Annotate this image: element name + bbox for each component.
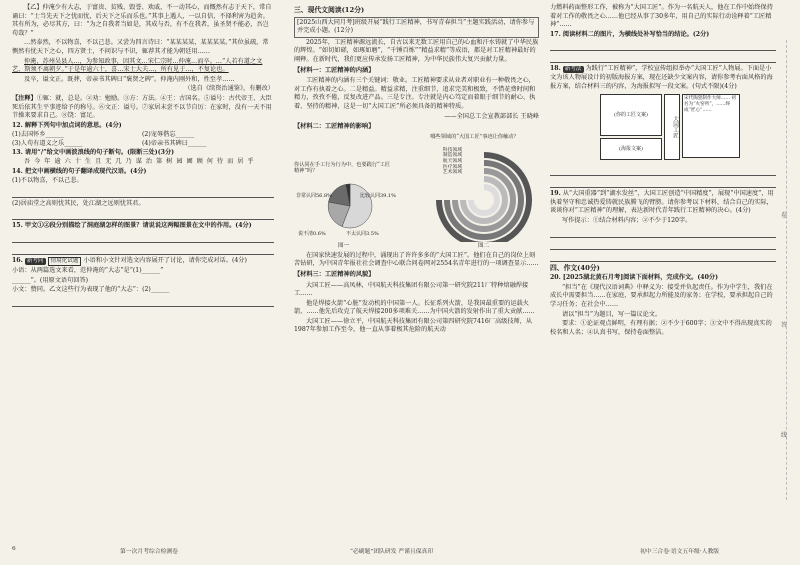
q16-dialog: 小语：从两篇选文来看，范仲淹的“大志”是“(1)______”	[12, 267, 164, 275]
question-16-number: 16.	[12, 257, 23, 265]
scenario-badge: 情境化试题	[48, 257, 82, 266]
ring-legend	[428, 148, 462, 176]
q20-material: “担当”在《现代汉语词典》中释义为：接受并负起责任。作为中学生，我们在成长中需要担当……在家庭，要承担起力所能及的家务；在学校，要承担起自己的学习任务；在社会中……	[550, 283, 773, 308]
answer-line[interactable]	[12, 245, 274, 255]
q16-dialog: 小文：赞同。乙文这些行为表现了他的“大志”：(2)______	[12, 286, 170, 294]
material-1-text: 工匠精神的内涵有三个关键词：敬业。工匠精神要求从业者对职业有一种敬畏之心，对工作有执着之心。二是精益。精益求精，注重细节，追求完美和极致，不惜花费时间和精力，孜孜不倦，反复改进产品。三是专注。专注就是内心笃定而着眼于细节的耐心、执着、坚持的精神，这是一切“大国工匠”所必须具备的精神特质。	[294, 77, 536, 110]
question-20-title: 20. [2025湖北黄石月考]阅读下面材料，完成作文。(40分)	[550, 274, 719, 282]
pie-caption: 你认同在手工行为行为中，也要践行“工匠精神”吗？	[294, 161, 391, 175]
ring-legend-item: 制造领域	[442, 153, 462, 159]
q14-item: (2)居庙堂之高则忧其民，处江湖之远则忧其君。	[12, 199, 145, 207]
column-left	[12, 4, 274, 309]
q18-text: 为践行“工匠精神”，学校宣传组拟举办“大国工匠”人物展。下面是小文为该人物展设计的初版海报方案，现在还缺少文案内容，请你参考右面风格的海报方案，结合材料三的内容，为海报拟写一段文案。(句式不限)(4分)	[550, 65, 773, 90]
answer-line[interactable]	[550, 240, 776, 250]
footer-middle: “必刷题”团队研发 严谨且保真印	[350, 549, 434, 555]
material-3-paragraph: 大国工匠——高凤林，中国航天科技集团有限公司第一研究院211厂特种熔融焊接工……	[294, 281, 529, 298]
poster-copy-placeholder: (你的工匠文案)	[614, 111, 648, 118]
passage-paragraph: …然泰然，不以物喜，不以己悲。又尝为四言诗曰：“某某某某，某某某某。”其位虽疏，常恻然有忧天下之心，四方贤士，不问识与不识，辄荐其才能为朝廷用……	[12, 39, 269, 55]
poster-title: 大国工匠	[672, 115, 678, 139]
q12-item: (4)帝亲书其碑曰______	[142, 139, 207, 147]
activity-intro: [2025山西大同月考]班级开展“践行工匠精神，书写青春担当”主题实践活动，请你参与并完成小题。(12分)	[294, 17, 539, 38]
answer-line[interactable]	[550, 228, 776, 238]
poster-title-strip	[664, 94, 680, 160]
q16-text: 小语和小文针对选文内容展开了讨论，请你完成对话。(4分)	[83, 257, 247, 265]
ring-series	[471, 187, 497, 213]
material-3-paragraph: 他是焊接火箭“心脏”发动机的中国第一人。长征系列火箭，是我国最重要的运载火箭，……他先后攻克了航天焊接200多项难关……为中国火箭的发射作出了重大贡献……	[294, 299, 535, 316]
q19-text: 从“大国重器”到“湖水发丝”，大国工匠创造“中国精度”，展现“中国速度”，用执着坚守和忠诚热爱铸就民族腾飞的臂膀。请你参考以下材料，结合自己的实际，谈谈你对“工匠精神”的理解，表达新时代青年践行工匠精神的决心。(4分)	[550, 190, 774, 215]
ring-legend-item: 艺术领域	[442, 170, 462, 176]
q16-dialog: ______”。(用原文语句回答)	[12, 276, 89, 284]
passage-source: （选自《续资治通鉴》，有删改）	[184, 85, 274, 93]
figure-1-label: 图一	[338, 242, 350, 249]
answer-line[interactable]	[550, 166, 776, 176]
new-method-badge: 新考法	[564, 66, 582, 73]
new-direction-badge: 新考向	[26, 258, 44, 265]
passage-paragraph: 【乙】仲淹少有大志，于富贵、贫贱、毁誉、欢戚，不一动其心，而慨然有志于天下，常自诵曰：“士当先天下之忧而忧，后天下之乐而乐也。”其事上遇人，一以自信，不择利害为趋舍。其有所为，必尽其方，曰：“为之自我者当如是，其成与否，有不在我者，虽圣贤不能必，吾岂苟哉？”	[12, 4, 272, 37]
answer-line[interactable]	[12, 297, 274, 307]
pie-label: 说不清0.6%	[298, 230, 326, 237]
material-2-figures	[294, 134, 539, 252]
material-3-paragraph: 大国工匠——徐立平，中国航天科技集团有限公司第四研究院7416厂高级技师，从1987年参加工作至今，他一直从事着极其危险的航天动	[294, 317, 533, 334]
answer-line[interactable]	[12, 233, 274, 243]
question-12-title: 12. 解释下列句中加点词的意思。(4分)	[12, 121, 122, 129]
pie-label: 不太认同3.5%	[346, 230, 379, 237]
question-15-title: 15. 甲文①②段分别描绘了洞庭湖怎样的图景？请说说这两幅图景在文中的作用。(4分)	[12, 222, 252, 230]
q20-prompt: 请以“担当”为题目，写一篇议论文。	[562, 310, 662, 318]
pie-chart	[300, 178, 400, 238]
answer-line[interactable]	[550, 178, 776, 188]
material-3-title: 【材料三：工匠精神的风貌】	[294, 270, 375, 278]
poster-sample-text	[682, 94, 740, 158]
answer-line[interactable]	[12, 188, 274, 198]
binding-label: 答	[781, 322, 788, 329]
material-3-continued: 力燃料药面整形工作，被称为“大国工匠”。作为一名航天人，他在工作中始终保持着对工作的敬畏之心……他已经从事了30多年，用自己的实际行动诠释着“工匠精神”……	[550, 4, 773, 29]
donut-caption: 哪些领域的“大国工匠”事迹让你触动？	[430, 133, 519, 140]
passage-paragraph: 仲淹，苏州吴县人…，为参知政事，因其文…宋仁宗时…仲淹…而卒。…“人若有道之文艺，斯须不离朝夕。”于是年逾六十，喜…宋士大夫…，所有见于…，不复论也。	[12, 57, 263, 74]
section-3-heading: 三、现代文阅读(12分)	[294, 6, 365, 14]
q19-hint: 写作提示：①结合材料内容；②不少于120字。	[562, 216, 692, 224]
poster-copy-box[interactable]	[600, 94, 662, 136]
note-label: 【注释】	[12, 94, 37, 102]
ring-legend-item: 科技领域	[442, 147, 462, 153]
answer-line[interactable]	[550, 53, 776, 63]
poster-bottom-box	[600, 138, 662, 160]
figure-2-label: 图二	[478, 242, 490, 249]
material-1-title: 【材料一：工匠精神的内涵】	[294, 66, 375, 74]
q12-item: (3)人苟有道义之乐______	[12, 139, 83, 147]
question-17-title: 17. 阅读材料二的图片，为横线处补写恰当的结论。(2分)	[550, 30, 710, 38]
pie-label: 比较认同39.1%	[360, 192, 396, 199]
pie-label: 非常认同56.8%	[296, 192, 332, 199]
q13-sentence: 吾 今 年 逾 六 十 生 且 无 几 乃 谋 治 第 树 园 圃 顾 何 待 而 居 乎	[24, 158, 255, 166]
footer-left: 第一次月考综合检测卷	[120, 549, 178, 555]
column-right	[550, 4, 776, 338]
material-1-source: ——全国总工会宣教部部长 王晓峰	[444, 112, 539, 120]
poster-bottom-label: (海报文案)	[619, 145, 643, 152]
q12-item: (2)宠辱偕忘______	[142, 131, 195, 139]
question-19-number: 19.	[550, 190, 561, 198]
poster-area	[550, 92, 776, 164]
binding-label: 线	[781, 432, 788, 439]
question-18-number: 18.	[550, 65, 561, 73]
poster-sample-copy: 宋代陶瓷制作大师…… 初名为“火窑所”，……终成“匠心”……	[684, 96, 736, 113]
section-4-heading: 四、作文(40分)	[550, 263, 600, 272]
answer-line[interactable]	[12, 210, 274, 220]
ring-legend-item: 航天领域	[442, 158, 462, 164]
ring-legend-item: 医疗领域	[442, 164, 462, 170]
q20-requirements: 要求：①论证观点鲜明，有理有据；②不少于600字；③文中不得出现真实的校名和人名；④认真书写，保持卷面整洁。	[550, 320, 772, 336]
material-2-text: 在国家快速发展的过程中，涌现出了许许多多的“大国工匠”。他们在自己的岗位上刻苦钻研，为中国青年报社社会调查中心联合问卷网对2554名青年进行的一项调查显示……	[294, 251, 539, 268]
footer-right: 初中三合卷·语文五年级·人教版	[640, 549, 720, 555]
column-middle	[294, 4, 539, 336]
binding-label: 卷	[781, 212, 788, 219]
passage-paragraph: 2025年，工匠精神源远流长，自古以来无数工匠用自己的心血和汗水铸就了中华民族的辉煌。“如切如磋，如琢如磨”，“千锤百炼”“精益求精”等成语，都是对工匠精神最好的阐释。在新时代，我们更应传承发扬工匠精神，为中华民族伟大复兴贡献力量。	[294, 38, 539, 63]
answer-line[interactable]	[550, 41, 776, 51]
material-2-title: 【材料二：工匠精神的影响】	[294, 123, 375, 131]
note-text: ①辄：就，总是。②劝：勉励。③方：方法。④王：古国名。⑤谥号：古代帝王、大臣死后依其生平事迹给予的称号。⑥文正：谥号。⑦家居未尝不以节自厉：在家时，没有一天不用节操来要求自己。⑧饶：富足。	[12, 94, 272, 120]
answer-line[interactable]	[550, 252, 776, 262]
page-number: 6	[12, 546, 16, 552]
passage-paragraph: 及卒，谥文正。既葬，帝亲书其碑曰“褒贤之碑”。仲淹内刚外和，性至孝……	[24, 75, 235, 83]
question-13-title: 13. 请用“/”给文中画波浪线的句子断句。(限断三处)(3分)	[12, 148, 175, 156]
question-14-title: 14. 把文中画横线的句子翻译成现代汉语。(4分)	[12, 167, 147, 175]
q14-item: (1)不以物喜，不以己悲。	[12, 177, 83, 185]
q12-item: (1)去国怀乡______	[12, 131, 65, 139]
